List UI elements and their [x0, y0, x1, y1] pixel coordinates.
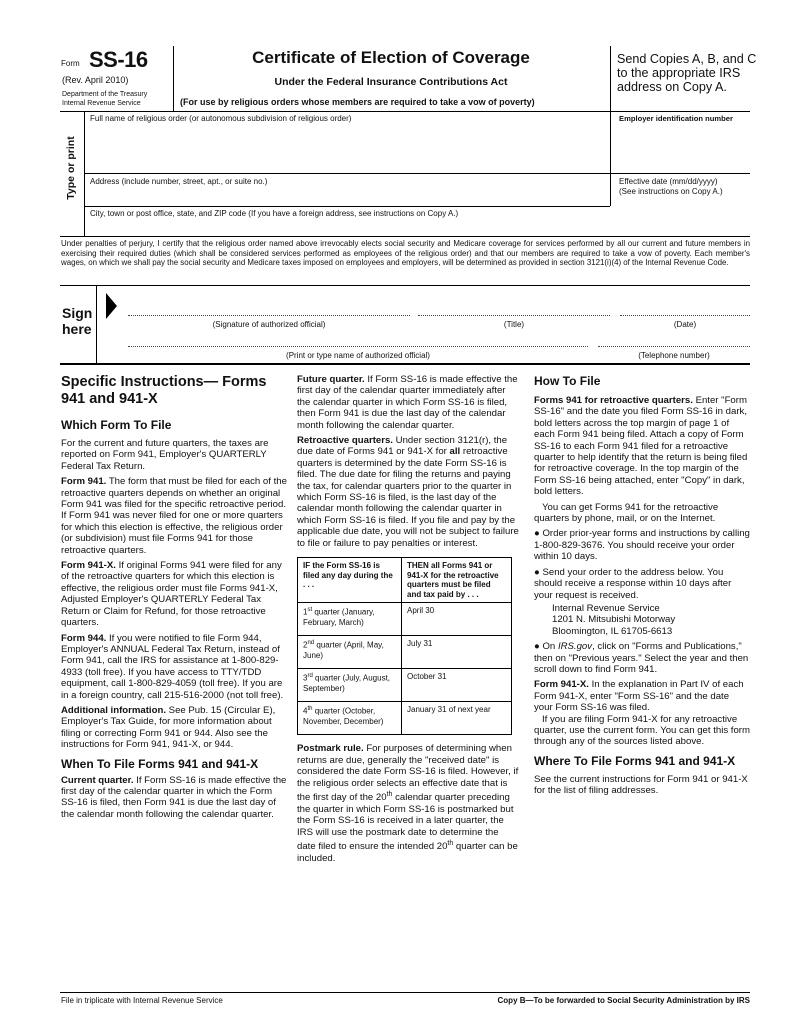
specific-instructions-heading: Specific Instructions— Forms 941 and 941-X: [61, 374, 267, 407]
paragraph: Form 941-X. If original Forms 941 were filed for any of the retroactive quarters for which this election is effective, the religious order must file Forms 941-X, Adjusted Employer's QUARTERLY Federal Tax Return or Claim for Refund, for those retroactive quarters.: [61, 560, 282, 629]
city-field[interactable]: [84, 206, 610, 236]
bullet-item: ● Send your order to the address below. You should receive a response within 10 days after your request is received.: [534, 566, 732, 601]
instructions-column-3: [534, 374, 750, 801]
paragraph: If you are filing Form 941-X for any retroactive quarter, use the current form. You can get this form through any of the sources listed above.: [534, 713, 750, 748]
bullet-icon: ●: [534, 566, 540, 578]
effective-date-label: Effective date (mm/dd/yyyy): [619, 177, 718, 186]
footer-left: File in triplicate with Internal Revenue Service: [61, 996, 223, 1005]
ein-label: Employer identification number: [619, 114, 733, 123]
table-row: 2nd quarter (April, May, June) July 31: [298, 636, 512, 669]
table-row: 4th quarter (October, November, December) January 31 of next year: [298, 702, 512, 735]
title-line[interactable]: [418, 315, 610, 316]
table-header-right: THEN all Forms 941 or 941-X for the retroactive quarters must be filed and tax paid by . . .: [402, 558, 512, 603]
address-field[interactable]: [84, 173, 610, 206]
signature-line[interactable]: [128, 315, 410, 316]
use-note: (For use by religious orders whose members are required to take a vow of poverty): [180, 97, 535, 107]
department: Department of the Treasury Internal Revenue Service: [62, 91, 148, 107]
table-row: 3rd quarter (July, August, September) October 31: [298, 669, 512, 702]
effective-date-field[interactable]: [611, 173, 750, 206]
full-name-field[interactable]: [84, 111, 610, 173]
address-label: Address (include number, street, apt., or suite no.): [90, 177, 268, 186]
paragraph: Retroactive quarters. Under section 3121(r), the due date of Forms 941 or 941-X for all retroactive quarters is determined by the date Form SS-16 is filed. The due date for filing the returns and paying the tax, for calendar quarters prior to the quarter in which Form SS-16 is filed, is the last day of the calendar month following the calendar quarter in which Form SS-16 is filed. If you file and pay by the applicable due date, you will not be subject to failure to file or failure to pay penalties or interest.: [297, 435, 519, 549]
paragraph: Current quarter. If Form SS-16 is made effective the first day of the calendar quarter in which the Form SS-16 is filed, then Form 941 is due the last day of the calendar month following the calendar quarter.: [61, 774, 287, 820]
table-header-left: IF the Form SS-16 is filed any day during the . . .: [298, 558, 402, 603]
irs-gov-link[interactable]: IRS.gov: [557, 641, 593, 653]
effective-date-note: (See instructions on Copy A.): [619, 187, 723, 196]
footer-right: Copy B—To be forwarded to Social Security Administration by IRS: [497, 996, 750, 1005]
print-name-caption: (Print or type name of authorized official): [286, 351, 430, 360]
city-label: City, town or post office, state, and ZIP code (If you have a foreign address, see instructions on Copy A.): [90, 209, 459, 218]
form-title: Certificate of Election of Coverage: [252, 48, 530, 67]
telephone-line[interactable]: [598, 346, 750, 347]
when-to-file-heading: When To File Forms 941 and 941-X: [61, 756, 259, 771]
sign-arrow-icon: [106, 293, 118, 319]
table-row: 1st quarter (January, February, March) April 30: [298, 603, 512, 636]
ein-field[interactable]: [611, 111, 750, 173]
bullet-icon: ●: [534, 641, 540, 653]
type-or-print-label: Type or print: [65, 136, 77, 200]
instructions-column-1: [61, 374, 287, 824]
paragraph: Forms 941 for retroactive quarters. Enter "Form SS-16" and the date you filed Form SS-16 in dark, bold letters across the top margin of page 1 of each Form 941 being filed. Attach a copy of Form SS-16 to each Form 941 filed for a retroactive quarter to help identify that the return is being filed for retroactive coverage. In the top margin of the Form SS-16 being attached, enter "Copy" in dark, bold letters.: [534, 395, 748, 498]
due-date-table: [297, 557, 512, 735]
revision: (Rev. April 2010): [62, 75, 129, 85]
which-form-heading: Which Form To File: [61, 418, 172, 432]
how-to-file-heading: How To File: [534, 374, 601, 388]
full-name-label: Full name of religious order (or autonomous subdivision of religious order): [90, 114, 352, 123]
form-word: Form: [61, 59, 80, 68]
paragraph: Additional information. See Pub. 15 (Circular E), Employer's Tax Guide, for more information about filing or correcting Form 941 or 944. Also see the instructions for Form 941, 941-X, or 944.: [61, 704, 276, 751]
send-copies-note: Send Copies A, B, and C to the appropriate IRS address on Copy A.: [617, 52, 757, 94]
paragraph: For the current and future quarters, the taxes are reported on Form 941, Employer's QUARTERLY Federal Tax Return.: [61, 438, 269, 472]
paragraph: You can get Forms 941 for the retroactive quarters by phone, mail, or on the Internet.: [534, 501, 719, 525]
form-subtitle: Under the Federal Insurance Contributions Act: [274, 76, 508, 88]
bullet-item: ● On IRS.gov, click on "Forms and Publications," then on "Previous years." Select the year and then scroll down to find Form 941.: [534, 641, 749, 675]
paragraph: Form 941. The form that must be filed for each of the retroactive quarters depends on whether an original Form 941 was filed for the specific retroactive period. If Form 941 was never filed for one or more quarters for which this election is effective, the religious order (or subdivision) must file Forms 941 for those retroactive quarters.: [61, 476, 287, 556]
paragraph: Form 944. If you were notified to file Form 944, Employer's ANNUAL Federal Tax Return, instead of Form 941, call the IRS for assistance at 1-800-829-4933 (toll free). If you have access to TTY/TDD equipment, call 1-800-829-4059 (toll free). If you are in a foreign country, call 215-516-2000 (not toll free).: [61, 632, 284, 701]
date-line[interactable]: [620, 315, 750, 316]
instructions-column-2: [297, 374, 519, 868]
where-to-file-heading: Where To File Forms 941 and 941-X: [534, 753, 736, 768]
paragraph: Form 941-X. In the explanation in Part IV of each Form 941-X, enter "Form SS-16" and the date your Form SS-16 was filed.: [534, 679, 744, 714]
telephone-caption: (Telephone number): [638, 351, 710, 360]
paragraph: Postmark rule. For purposes of determining when returns are due, generally the "received date" is considered the date Form SS-16 is filed. However, if the religious order selects an effective date that is the first day of the 20th calendar quarter preceding the quarter in which Form SS-16 is postmarked but the Form SS-16 is received in a later quarter, the IRS will use the postmark date to determine the date filed to ensure the intended 20th quarter can be included.: [297, 743, 519, 864]
form-number: SS-16: [89, 47, 148, 72]
date-caption: (Date): [673, 320, 697, 329]
bullet-item: ● Order prior-year forms and instructions by calling 1-800-829-3676. You should receive your order within 10 days.: [534, 528, 750, 563]
signature-caption: (Signature of authorized official): [212, 320, 326, 329]
paragraph: See the current instructions for Form 941 or 941-X for the list of filing addresses.: [534, 773, 748, 797]
perjury-statement: Under penalties of perjury, I certify that the religious order named above irrevocably elects social security and Medicare coverage for services performed by all our current and future members in exercising their required duties (which shall be considered services performed as employees of the religious order) and that our members are required to take a vow of poverty. Each member's wages, on which we shall pay the social security and Medicare taxes imposed on employees and employers, will be determined as provided in section 3121(i)(4) of the Internal Revenue Code.: [61, 239, 750, 268]
irs-address: Internal Revenue Service 1201 N. Mitsubishi Motorway Bloomington, IL 61705-6613: [552, 602, 676, 637]
paragraph: Future quarter. If Form SS-16 is made effective the first day of the calendar quarter immediately after the calendar quarter in which Form SS-16 is filed, then Form 941 is due the last day of the calendar month following the calendar quarter.: [297, 374, 518, 431]
bullet-icon: ●: [534, 528, 540, 540]
sign-here-label: Sign here: [62, 305, 93, 337]
title-caption: (Title): [503, 320, 525, 329]
print-name-line[interactable]: [128, 346, 588, 347]
